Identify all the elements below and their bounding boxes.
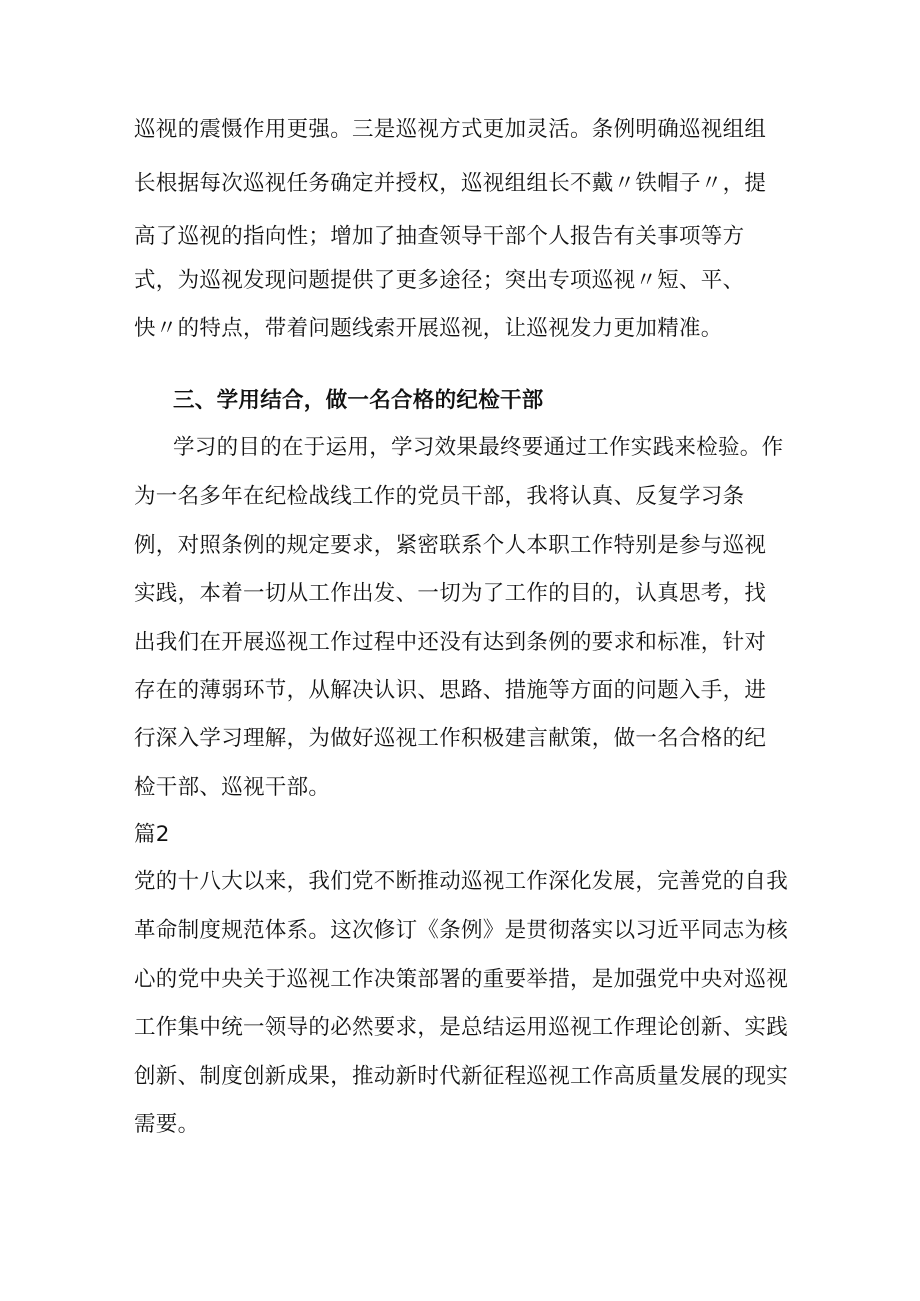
text-line: 为一名多年在纪检战线工作的党员干部，我将认真、反复学习条 — [134, 484, 745, 509]
text-line: 实践，本着一切从工作出发、一切为了工作的目的，认真思考，找 — [134, 581, 767, 606]
text-line: 存在的薄弱环节，从解决认识、思路、措施等方面的问题入手，进 — [134, 678, 767, 703]
text-line: 例，对照条例的规定要求，紧密联系个人本职工作特别是参与巡视 — [134, 533, 767, 558]
text-line: 革命制度规范体系。这次修订《条例》是贯彻落实以习近平同志为核 — [134, 918, 789, 943]
text-line: 学习的目的在于运用，学习效果最终要通过工作实践来检验。作 — [173, 435, 784, 460]
text-line: 行深入学习理解，为做好巡视工作积极建言献策，做一名合格的纪 — [134, 726, 767, 751]
text-line: 高了巡视的指向性；增加了抽查领导干部个人报告有关事项等方 — [134, 224, 745, 249]
text-line: 心的党中央关于巡视工作决策部署的重要举措，是加强党中央对巡视 — [134, 967, 789, 992]
text-line: 式，为巡视发现问题提供了更多途径；突出专项巡视〃短、平、 — [134, 268, 745, 293]
text-line: 需要。 — [134, 1112, 200, 1137]
text-line: 巡视的震慑作用更强。三是巡视方式更加灵活。条例明确巡视组组 — [134, 117, 767, 142]
section-label: 篇2 — [134, 822, 170, 847]
text-line: 检干部、巡视干部。 — [134, 775, 331, 800]
text-line: 出我们在开展巡视工作过程中还没有达到条例的要求和标准，针对 — [134, 630, 767, 655]
text-line: 创新、制度创新成果，推动新时代新征程巡视工作高质量发展的现实 — [134, 1064, 789, 1089]
text-line: 快〃的特点，带着问题线索开展巡视，让巡视发力更加精准。 — [134, 316, 723, 341]
section-heading: 三、学用结合，做一名合格的纪检干部 — [173, 388, 544, 413]
text-line: 长根据每次巡视任务确定并授权，巡视组组长不戴〃铁帽子〃，提 — [134, 171, 767, 196]
text-line: 工作集中统一领导的必然要求，是总结运用巡视工作理论创新、实践 — [134, 1015, 789, 1040]
text-line: 党的十八大以来，我们党不断推动巡视工作深化发展，完善党的自我 — [134, 869, 789, 894]
